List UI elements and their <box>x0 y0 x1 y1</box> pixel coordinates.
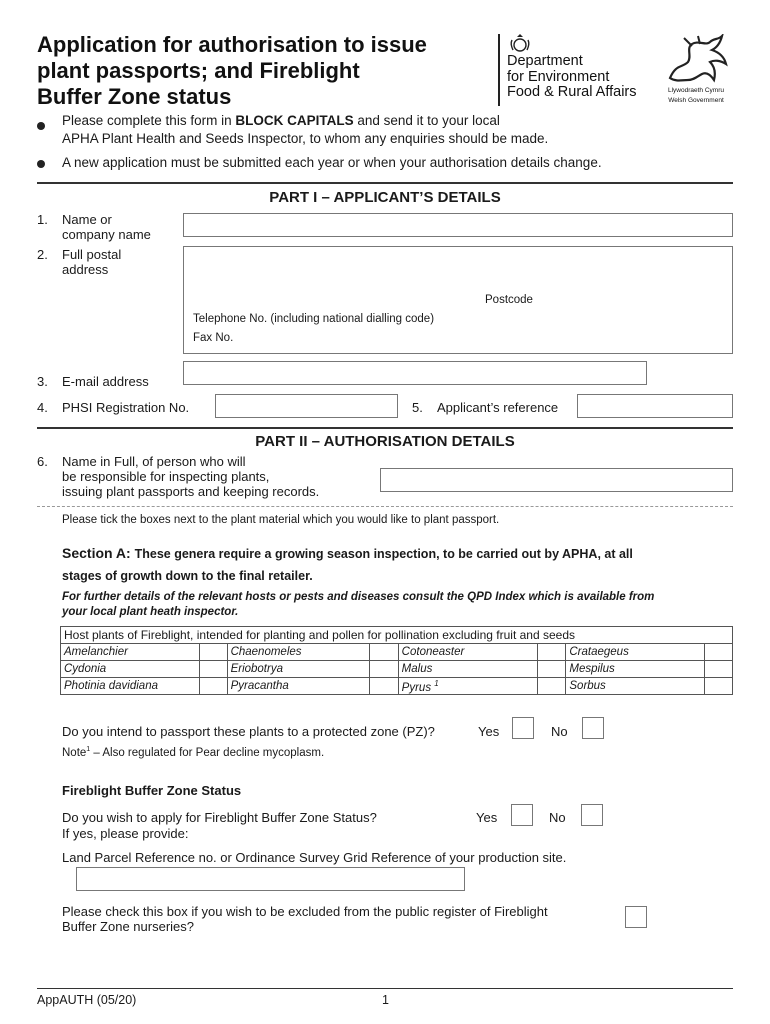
footer-rule <box>37 988 733 989</box>
reference-label: Applicant’s reference <box>437 400 559 415</box>
question-number: 5. <box>412 400 423 415</box>
buffer-yes-label: Yes <box>476 810 498 825</box>
further-details-note: For further details of the relevant hosts or pests and diseases consult the QPD Index which is available from your local plant heath inspector. <box>62 591 655 618</box>
welsh-government-logo-text: Llywodraeth Cymru Welsh Government <box>668 87 724 104</box>
table-row <box>61 678 733 695</box>
buffer-zone-heading: Fireblight Buffer Zone Status <box>62 783 242 798</box>
plant-name: Pyracantha <box>227 678 370 695</box>
name-input[interactable] <box>183 213 733 237</box>
land-parcel-label: Land Parcel Reference no. or Ordinance Survey Grid Reference of your production site. <box>62 850 567 865</box>
plant-name: Eriobotrya <box>227 661 370 678</box>
question-number: 4. <box>37 400 48 415</box>
section-divider <box>37 427 733 429</box>
pz-no-label: No <box>551 724 568 739</box>
part-two-heading: PART II – AUTHORISATION DETAILS <box>255 433 515 450</box>
postcode-label: Postcode <box>485 294 533 306</box>
question-number: 1. <box>37 212 48 227</box>
tick-instruction: Please tick the boxes next to the plant material which you would like to plant passport. <box>62 514 500 526</box>
plant-name: Malus <box>398 661 537 678</box>
plant-checkbox[interactable] <box>538 678 566 695</box>
buffer-no-checkbox[interactable] <box>581 804 603 826</box>
plant-checkbox[interactable] <box>200 678 227 695</box>
instruction-block-capitals: Please complete this form in BLOCK CAPITALS and send it to your local APHA Plant Health and Seeds Inspector, to whom any enquiries should be made. <box>62 113 549 146</box>
pz-no-checkbox[interactable] <box>582 717 604 739</box>
plant-name-pyrus: Pyrus $^1$ <box>398 678 537 695</box>
address-input[interactable] <box>183 246 733 354</box>
phsi-input[interactable] <box>215 394 398 418</box>
buffer-no-label: No <box>549 810 566 825</box>
question-number: 2. <box>37 247 48 262</box>
name-label: Name or company name <box>62 212 151 242</box>
pyrus-note: Note$^1$ – Also regulated for Pear decline mycoplasm. <box>62 746 325 759</box>
plant-checkbox[interactable] <box>200 661 227 678</box>
table-row <box>61 661 733 678</box>
plant-name: Sorbus <box>566 678 704 695</box>
instruction-new-application: A new application must be submitted each year or when your authorisation details change. <box>62 155 602 170</box>
form-code: AppAUTH (05/20) <box>37 993 137 1007</box>
question-number: 6. <box>37 454 48 469</box>
plant-name: Cydonia <box>61 661 200 678</box>
buffer-zone-question: Do you wish to apply for Fireblight Buffer Zone Status? <box>62 810 377 825</box>
plant-checkbox[interactable] <box>370 678 398 695</box>
plant-checkbox[interactable] <box>538 644 566 661</box>
bullet-icon <box>37 122 45 130</box>
plants-table-caption: Host plants of Fireblight, intended for planting and pollen for pollination excluding fruit and seeds <box>60 626 733 643</box>
page-number: 1 <box>382 993 389 1007</box>
part-one-heading: PART I – APPLICANT’S DETAILS <box>269 189 501 206</box>
plant-name: Amelanchier <box>61 644 200 661</box>
table-row <box>61 644 733 661</box>
fax-label: Fax No. <box>193 332 234 344</box>
exclude-register-checkbox[interactable] <box>625 906 647 928</box>
pz-yes-label: Yes <box>478 724 500 739</box>
plant-checkbox[interactable] <box>200 644 227 661</box>
plants-table <box>60 626 733 695</box>
inspector-name-label: Name in Full, of person who will be responsible for inspecting plants, issuing plant passports and keeping records. <box>62 454 320 499</box>
section-a-heading: Section A: These genera require a growing season inspection, to be carried out by APHA, at all stages of growth down to the final retailer. <box>62 545 633 583</box>
buffer-yes-checkbox[interactable] <box>511 804 533 826</box>
plant-checkbox[interactable] <box>704 661 732 678</box>
defra-logo-text: Department for Environment Food & Rural Affairs <box>507 53 637 100</box>
email-label: E-mail address <box>62 374 149 389</box>
instructions-list <box>37 112 737 172</box>
pz-question: Do you intend to passport these plants to a protected zone (PZ)? <box>62 724 435 739</box>
if-yes-label: If yes, please provide: <box>62 826 189 841</box>
telephone-label: Telephone No. (including national dialling code) <box>193 313 435 325</box>
plant-name: Photinia davidiana <box>61 678 200 695</box>
dashed-divider <box>37 506 733 507</box>
section-divider <box>37 182 733 184</box>
land-parcel-input[interactable] <box>76 867 465 891</box>
exclude-register-label: Please check this box if you wish to be excluded from the public register of Fireblight Buffer Zone nurseries? <box>62 904 548 934</box>
plant-name: Chaenomeles <box>227 644 370 661</box>
plant-checkbox[interactable] <box>704 678 732 695</box>
plant-checkbox[interactable] <box>704 644 732 661</box>
plant-checkbox[interactable] <box>538 661 566 678</box>
question-number: 3. <box>37 374 48 389</box>
royal-crest-icon <box>507 34 533 54</box>
plant-checkbox[interactable] <box>370 644 398 661</box>
defra-logo-divider <box>498 34 500 106</box>
reference-input[interactable] <box>577 394 733 418</box>
inspector-name-input[interactable] <box>380 468 733 492</box>
form-title: Application for authorisation to issue plant passports; and Fireblight Buffer Zone status <box>37 32 427 109</box>
plant-name: Cotoneaster <box>398 644 537 661</box>
bullet-icon <box>37 160 45 168</box>
pz-yes-checkbox[interactable] <box>512 717 534 739</box>
welsh-dragon-icon <box>662 34 732 86</box>
plant-name: Crataegeus <box>566 644 704 661</box>
plants-table-grid <box>60 643 733 695</box>
address-label: Full postal address <box>62 247 122 277</box>
phsi-label: PHSI Registration No. <box>62 400 190 415</box>
plant-checkbox[interactable] <box>370 661 398 678</box>
email-input[interactable] <box>183 361 647 385</box>
plant-name: Mespilus <box>566 661 704 678</box>
